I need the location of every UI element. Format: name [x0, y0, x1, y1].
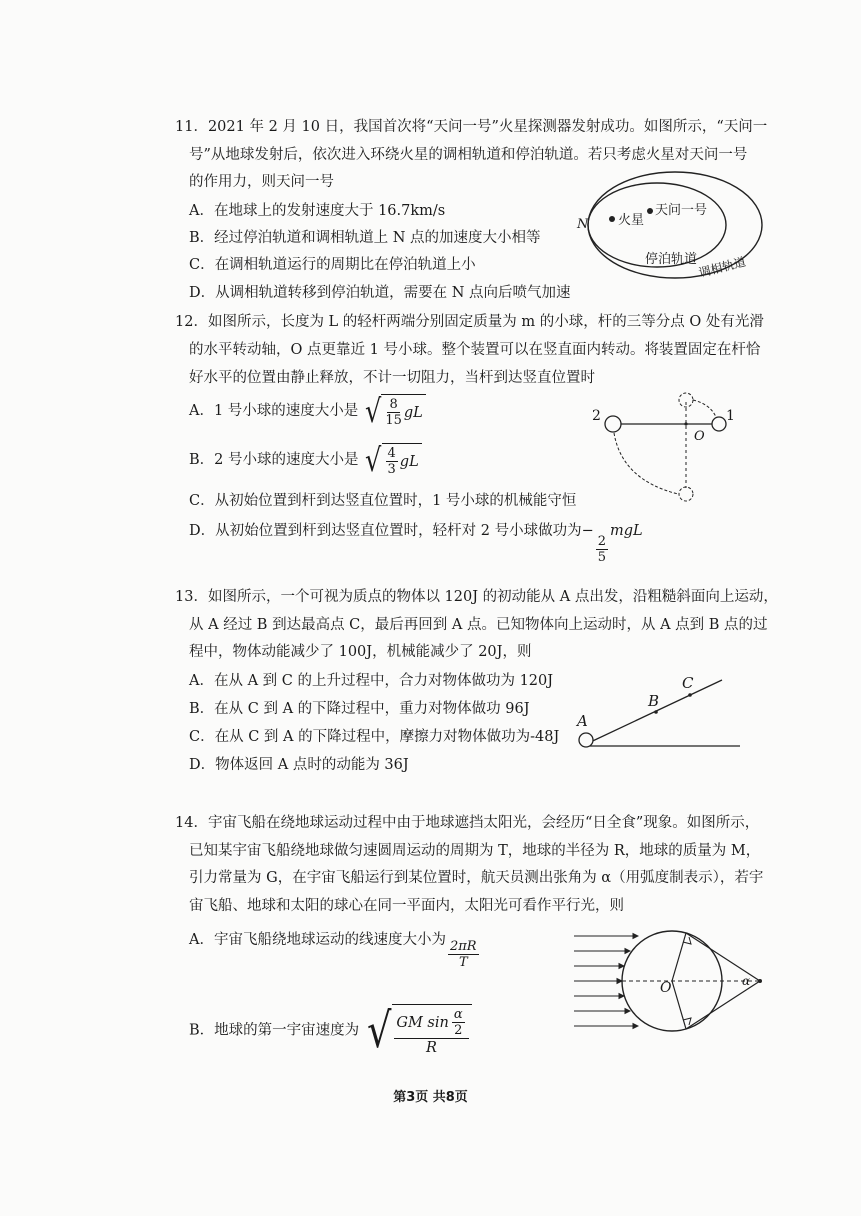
- q14-stem-line2: 已知某宇宙飞船绕地球做匀速圆周运动的周期为 T，地球的半径为 R，地球的质量为 M，: [189, 843, 761, 859]
- q14-stem-line3: 引力常量为 G，在宇宙飞船运行到某位置时，航天员测出张角为 α（用弧度制表示），若宇: [189, 870, 764, 886]
- q12-rod-figure: [592, 388, 735, 508]
- q13-option-a: A．在从 A 到 C 的上升过程中，合力对物体做功为 120J: [189, 673, 554, 689]
- q13-point-b: [654, 710, 658, 714]
- q11-mars-dot: [609, 216, 615, 222]
- q12-b-num: 4: [387, 446, 396, 461]
- q12-b-den: 3: [387, 462, 396, 477]
- q12-label-o: O: [694, 429, 705, 444]
- q12-b-sqrt: √ $\frac{4}{3}$ gL: [363, 443, 422, 477]
- q14-option-a: [189, 931, 481, 970]
- q11-phasing-label: 调相轨道: [697, 254, 748, 280]
- q13-point-c: [688, 693, 692, 697]
- q13-label-a: A: [577, 712, 588, 730]
- q11-probe-dot: [647, 208, 653, 214]
- q13-object: [579, 733, 593, 747]
- q13-option-b: B．在从 C 到 A 的下降过程中，重力对物体做功 96J: [189, 701, 530, 717]
- q12-b-text: B．2 号小球的速度大小是: [189, 452, 359, 468]
- q14-stem-line4: 宙飞船、地球和太阳的球心在同一平面内，太阳光可看作平行光，则: [189, 898, 624, 914]
- q11-option-d: D．从调相轨道转移到停泊轨道，需要在 N 点向后喷气加速: [189, 285, 571, 301]
- q12-option-a: [189, 394, 426, 428]
- q12-label-1: 1: [726, 408, 735, 424]
- q12-ball-2-vertical: [679, 487, 693, 501]
- q12-stem-line1: 12．如图所示，长度为 L 的轻杆两端分别固定质量为 m 的小球，杆的三等分点 O 处有光滑: [175, 314, 764, 330]
- q14-eclipse-figure: [572, 928, 772, 1038]
- q11-orbit-figure: [577, 170, 775, 290]
- q11-stem-line2: 号”从地球发射后，依次进入环绕火星的调相轨道和停泊轨道。若只考虑火星对天问一号: [189, 147, 748, 163]
- q12-ball-2: [605, 416, 621, 432]
- q14-a-den: T: [458, 955, 468, 970]
- q14-b-r: R: [426, 1040, 437, 1056]
- q11-n-label: N: [577, 217, 589, 232]
- q12-d-sign: −: [581, 523, 594, 539]
- q13-stem-line2: 从 A 经过 B 到达最高点 C，最后再回到 A 点。已知物体向上运动时，从 A 点到 B 点的过: [189, 617, 768, 633]
- q12-label-2: 2: [592, 408, 601, 424]
- q12-stem-line2: 的水平转动轴，O 点更靠近 1 号小球。整个装置可以在竖直面内转动。将装置固定在杆恰: [189, 342, 761, 358]
- q12-d-text: D．从初始位置到杆到达竖直位置时，轻杆对 2 号小球做功为: [189, 523, 582, 539]
- q12-a-text: A．1 号小球的速度大小是: [189, 403, 359, 419]
- q13-stem-line1: 13．如图所示，一个可视为质点的物体以 120J 的初动能从 A 点出发，沿粗糙斜面向上运动，: [175, 589, 778, 605]
- q11-stem-line1: 11．2021 年 2 月 10 日，我国首次将“天问一号”火星探测器发射成功。如图所示，“天问一: [175, 119, 768, 135]
- q13-stem-line3: 程中，物体动能减少了 100J，机械能减少了 20J，则: [189, 644, 532, 660]
- q13-incline-figure: [572, 672, 752, 752]
- q14-label-alpha: α: [742, 974, 751, 988]
- q14-b-gm: GM sin: [396, 1014, 449, 1031]
- q11-stem-line3: 的作用力，则天问一号: [189, 174, 334, 190]
- q13-label-c: C: [682, 674, 694, 692]
- q11-option-c: C．在调相轨道运行的周期比在停泊轨道上小: [189, 257, 476, 273]
- q12-pivot: [684, 422, 687, 425]
- q13-label-b: B: [648, 692, 660, 710]
- q12-a-gl: gL: [403, 404, 423, 421]
- q12-a-den: 15: [385, 413, 402, 428]
- q12-b-gl: gL: [399, 453, 419, 470]
- q12-d-den: 5: [597, 550, 607, 565]
- q12-ball-1: [712, 417, 726, 431]
- q13-option-d: D．物体返回 A 点时的动能为 36J: [189, 757, 409, 773]
- q14-label-o: O: [660, 980, 672, 996]
- q12-d-mgl: mgL: [610, 523, 643, 539]
- q11-option-a: A．在地球上的发射速度大于 16.7km/s: [189, 203, 446, 219]
- q14-spacecraft: [758, 979, 762, 983]
- q14-a-num: 2πR: [449, 939, 477, 954]
- q14-b-alpha: α: [453, 1007, 463, 1022]
- q14-b-sqrt: √ GM sin $\frac{\alpha}{2}$ R: [364, 1004, 472, 1057]
- q14-option-b: [189, 1004, 472, 1057]
- q12-d-num: 2: [597, 534, 607, 549]
- q12-option-d: [189, 522, 643, 565]
- q11-parking-label: 停泊轨道: [645, 252, 698, 267]
- q12-option-b: [189, 443, 422, 477]
- q11-mars-label: 火星: [618, 213, 645, 228]
- page-number: 第3页 共8页: [393, 1090, 468, 1105]
- q11-probe-label: 天问一号: [655, 203, 708, 218]
- q14-stem-line1: 14．宇宙飞船在绕地球运动过程中由于地球遮挡太阳光，会经历“日全食”现象。如图所示，: [175, 815, 760, 831]
- q13-option-c: C．在从 C 到 A 的下降过程中，摩擦力对物体做功为-48J: [189, 729, 560, 745]
- q14-b-two: 2: [454, 1023, 463, 1038]
- q12-a-num: 8: [389, 397, 398, 412]
- q11-option-b: B．经过停泊轨道和调相轨道上 N 点的加速度大小相等: [189, 230, 541, 246]
- q12-stem-line3: 好水平的位置由静止释放，不计一切阻力，当杆到达竖直位置时: [189, 370, 595, 386]
- q12-option-c: C．从初始位置到杆到达竖直位置时，1 号小球的机械能守恒: [189, 493, 577, 509]
- q14-a-text: A．宇宙飞船绕地球运动的线速度大小为: [189, 932, 446, 948]
- q14-b-text: B．地球的第一宇宙速度为: [189, 1022, 360, 1039]
- q12-a-sqrt: √ $\frac{8}{15}$ gL: [363, 394, 426, 428]
